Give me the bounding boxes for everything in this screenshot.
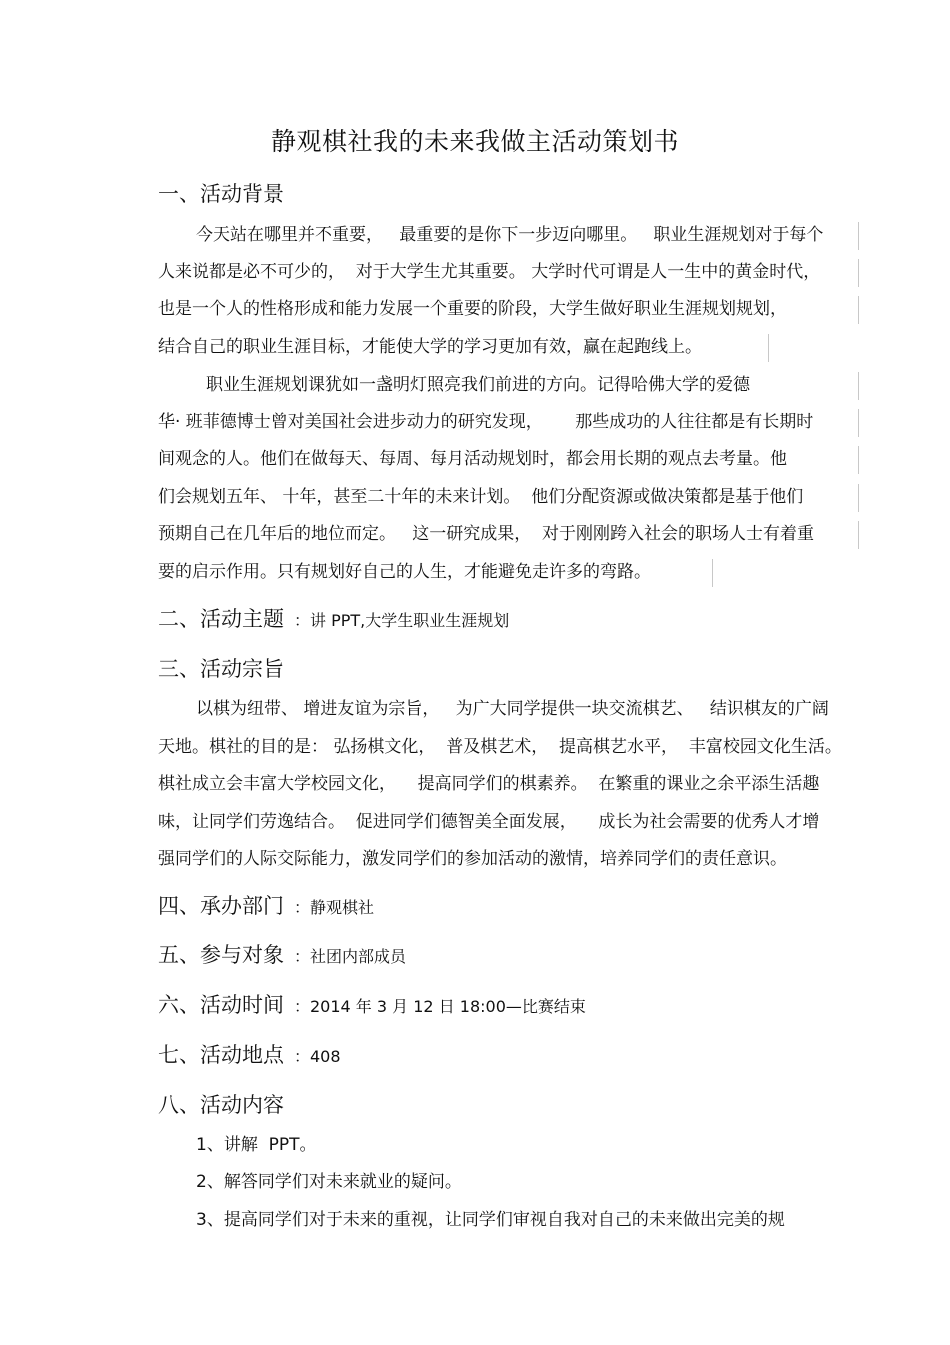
heading-value: ：408 xyxy=(294,1047,341,1066)
paragraph-line: 们会规划五年、 十年，甚至二十年的未来计划。 他们分配资源或做决策都是基于他们 xyxy=(158,487,804,507)
list-item: 3、提高同学们对于未来的重视，让同学们审视自我对自己的未来做出完美的规 xyxy=(196,1210,785,1230)
paragraph-line: 预期自己在几年后的地位而定。 这一研究成果， 对于刚刚跨入社会的职场人士有着重 xyxy=(158,524,815,544)
section-heading-theme xyxy=(158,603,509,633)
list-item: 1、讲解 PPT。 xyxy=(196,1135,317,1155)
paragraph-line: 间观念的人。他们在做每天、每周、每月活动规划时，都会用长期的观点去考量。他 xyxy=(158,449,787,469)
heading-value: ：社团内部成员 xyxy=(294,947,407,966)
heading-value: ：静观棋社 xyxy=(294,898,375,917)
paragraph-line: 天地。棋社的目的是： 弘扬棋文化， 普及棋艺术， 提高棋艺水平， 丰富校园文化生活。 xyxy=(158,737,842,757)
document-title: 静观棋社我的未来我做主活动策划书 xyxy=(270,127,679,156)
scan-artifact-bar xyxy=(858,372,859,400)
scan-artifact-bar xyxy=(858,296,859,324)
list-item: 2、解答同学们对未来就业的疑问。 xyxy=(196,1172,462,1192)
paragraph-line: 强同学们的人际交际能力，激发同学们的参加活动的激情，培养同学们的责任意识。 xyxy=(158,849,787,869)
heading-text: 四、承办部门 xyxy=(158,894,284,918)
paragraph-line: 以棋为纽带、 增进友谊为宗旨， 为广大同学提供一块交流棋艺、 结识棋友的广阔 xyxy=(196,699,829,719)
paragraph-line: 味，让同学们劳逸结合。 促进同学们德智美全面发展， 成长为社会需要的优秀人才增 xyxy=(158,812,820,832)
scan-artifact-bar xyxy=(858,259,859,287)
heading-text: 八、活动内容 xyxy=(158,1093,284,1117)
heading-text: 二、活动主题 xyxy=(158,607,284,631)
section-heading-purpose xyxy=(158,653,284,683)
paragraph-line: 结合自己的职业生涯目标，才能使大学的学习更加有效，赢在起跑线上。 xyxy=(158,337,702,357)
paragraph-line: 棋社成立会丰富大学校园文化， 提高同学们的棋素养。 在繁重的课业之余平添生活趣 xyxy=(158,774,820,794)
scan-artifact-bar xyxy=(858,222,859,250)
paragraph-line: 人来说都是必不可少的， 对于大学生尤其重要。 大学时代可谓是人一生中的黄金时代， xyxy=(158,262,821,282)
heading-text: 一、活动背景 xyxy=(158,182,284,206)
heading-value: ：2014 年 3 月 12 日 18:00—比赛结束 xyxy=(294,997,586,1016)
scan-artifact-bar xyxy=(858,446,859,474)
paragraph-line: 职业生涯规划课犹如一盏明灯照亮我们前进的方向。记得哈佛大学的爱德 xyxy=(206,375,750,395)
paragraph-line: 华· 班菲德博士曾对美国社会进步动力的研究发现， 那些成功的人往往都是有长期时 xyxy=(158,412,814,432)
paragraph-line: 今天站在哪里并不重要， 最重要的是你下一步迈向哪里。 职业生涯规划对于每个 xyxy=(196,225,824,245)
scan-artifact-bar xyxy=(768,334,769,362)
section-heading-content xyxy=(158,1089,284,1119)
paragraph-line: 要的启示作用。只有规划好自己的人生，才能避免走许多的弯路。 xyxy=(158,562,651,582)
heading-value: ：讲 PPT,大学生职业生涯规划 xyxy=(294,611,510,630)
section-heading-time xyxy=(158,989,586,1019)
heading-text: 五、参与对象 xyxy=(158,943,284,967)
scan-artifact-bar xyxy=(858,409,859,437)
scan-artifact-bar xyxy=(858,521,859,549)
scan-artifact-bar xyxy=(712,559,713,587)
heading-text: 三、活动宗旨 xyxy=(158,657,284,681)
section-heading-location xyxy=(158,1039,341,1069)
section-heading-background xyxy=(158,178,284,208)
paragraph-line: 也是一个人的性格形成和能力发展一个重要的阶段，大学生做好职业生涯规划规划， xyxy=(158,299,787,319)
heading-text: 七、活动地点 xyxy=(158,1043,284,1067)
scan-artifact-bar xyxy=(858,484,859,512)
section-heading-participants xyxy=(158,939,406,969)
heading-text: 六、活动时间 xyxy=(158,993,284,1017)
section-heading-organizer xyxy=(158,890,374,920)
